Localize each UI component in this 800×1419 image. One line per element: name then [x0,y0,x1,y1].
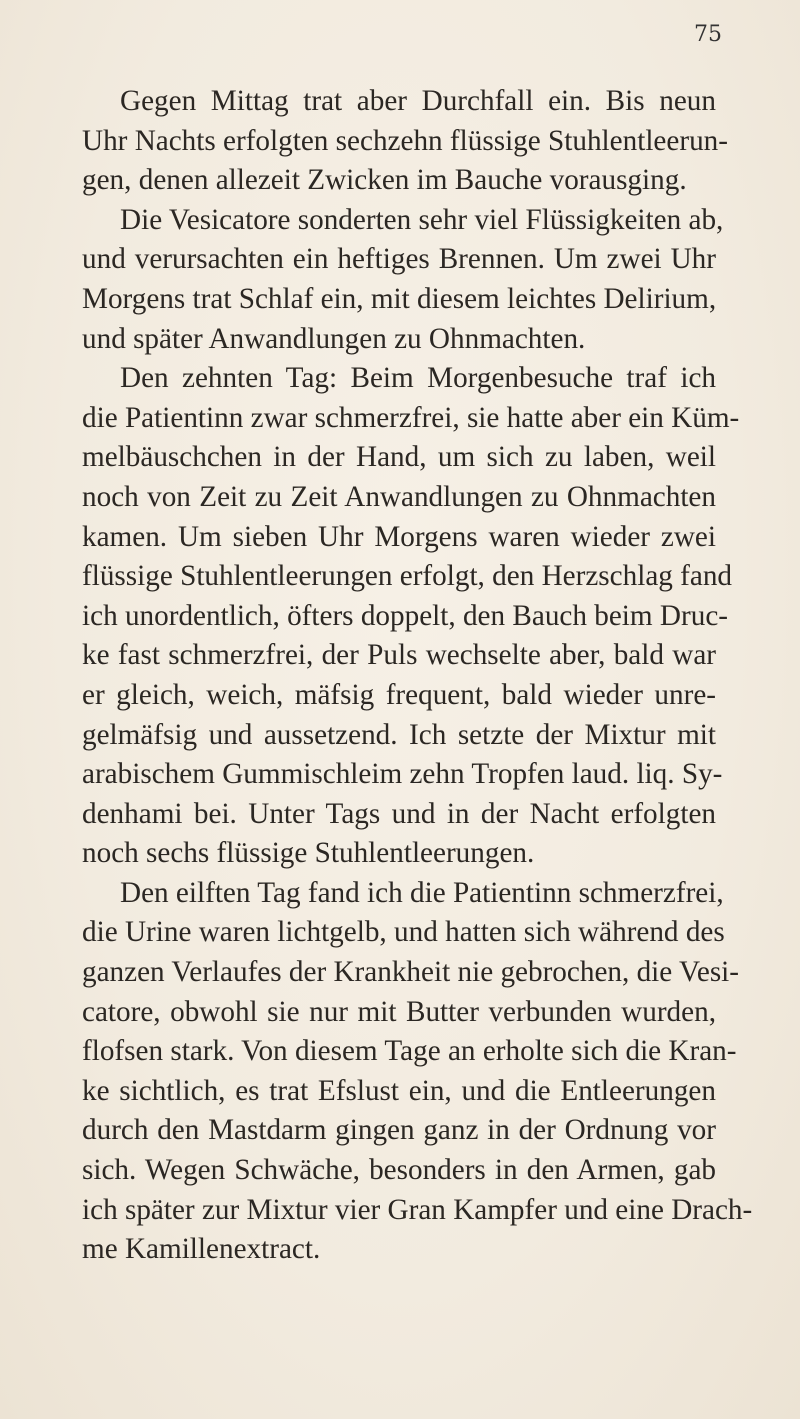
text-line: ke fast schmerzfrei, der Puls wechselte aber, bald war [82,639,716,672]
text-line: die Patientinn zwar schmerzfrei, sie hatte aber ein Küm- [82,401,740,434]
text-line: me Kamillenextract. [82,1233,321,1266]
text-line: ganzen Verlaufes der Krankheit nie gebrochen, die Vesi- [82,956,740,989]
text-line: catore, obwohl sie nur mit Butter verbunden wurden, [82,995,716,1028]
text-line: gen, denen allezeit Zwicken im Bauche vorausging. [82,164,687,197]
text-line: gelmäfsig und aussetzend. Ich setzte der Mixtur mit [82,718,716,751]
text-line: die Urine waren lichtgelb, und hatten sich während des [82,916,725,949]
text-line: melbäuschchen in der Hand, um sich zu laben, weil [82,441,716,474]
text-line: noch von Zeit zu Zeit Anwandlungen zu Ohnmachten [82,480,716,513]
text-line: noch sechs flüssige Stuhlentleerungen. [82,837,535,870]
text-line: Den zehnten Tag: Beim Morgenbesuche traf ich [120,362,716,395]
text-line: sich. Wegen Schwäche, besonders in den Armen, gab [82,1154,716,1187]
text-line: ich unordentlich, öfters doppelt, den Bauch beim Druc- [82,599,728,632]
text-line: und später Anwandlungen zu Ohnmachten. [82,322,586,355]
text-line: ke sichtlich, es trat Efslust ein, und die Entleerungen [82,1074,716,1107]
text-line: Uhr Nachts erfolgten sechzehn flüssige Stuhlentleerun- [82,124,728,157]
text-line: Die Vesicatore sonderten sehr viel Flüssigkeiten ab, [120,203,724,236]
text-line: flofsen stark. Von diesem Tage an erholte sich die Kran- [82,1035,737,1068]
text-line: Morgens trat Schlaf ein, mit diesem leichtes Delirium, [82,282,717,315]
text-line: er gleich, weich, mäfsig frequent, bald wieder unre- [82,678,716,711]
text-line: Den eilften Tag fand ich die Patientinn schmerzfrei, [120,876,724,909]
text-line: Gegen Mittag trat aber Durchfall ein. Bis neun [120,85,716,117]
text-line: kamen. Um sieben Uhr Morgens waren wieder zwei [82,520,716,553]
text-line: ich später zur Mixtur vier Gran Kampfer und eine Drach- [82,1193,753,1226]
text-line: und verursachten ein heftiges Brennen. Um zwei Uhr [82,243,716,276]
text-line: durch den Mastdarm gingen ganz in der Ordnung vor [82,1114,716,1147]
text-line: flüssige Stuhlentleerungen erfolgt, den Herzschlag fand [82,560,733,593]
page-number: 75 [694,22,722,47]
text-line: denhami bei. Unter Tags und in der Nacht erfolgten [82,797,716,830]
text-line: arabischem Gummischleim zehn Tropfen laud. liq. Sy- [82,758,723,791]
body-text [82,82,753,1270]
